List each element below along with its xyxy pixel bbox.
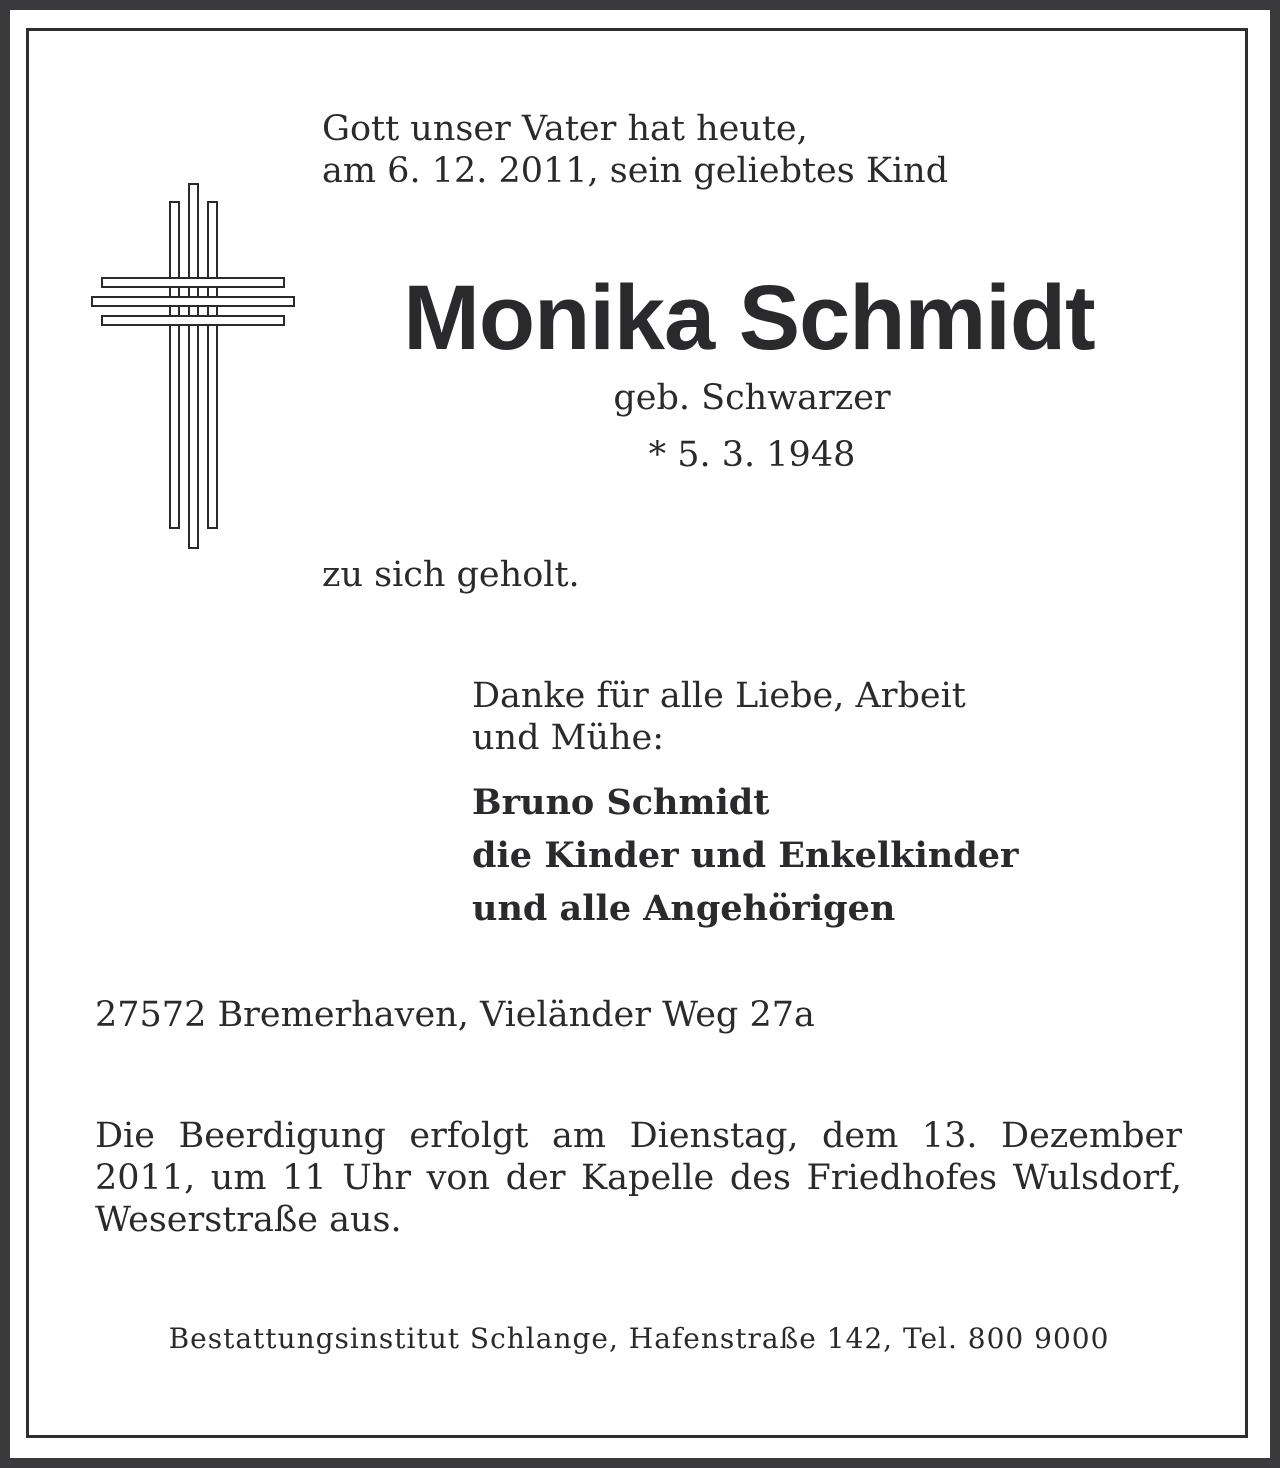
funeral-info: Die Beerdigung erfolgt am Dienstag, dem 13. Dezember 2011, um 11 Uhr von der Kapelle des Friedhofes Wulsdorf, Weserstraße aus. xyxy=(95,1116,1182,1240)
mourner-name: und alle Angehörigen xyxy=(472,888,896,929)
obituary-notice xyxy=(10,10,1270,1458)
mourner-name: die Kinder und Enkelkinder xyxy=(472,835,1019,876)
taken-home-text: zu sich geholt. xyxy=(322,555,580,595)
family-address: 27572 Bremerhaven, Vieländer Weg 27a xyxy=(95,995,815,1035)
undertaker-info: Bestattungsinstitut Schlange, Hafenstraße 142, Tel. 800 9000 xyxy=(168,1322,1110,1355)
thanks-text xyxy=(472,675,966,759)
thanks-line-1: Danke für alle Liebe, Arbeit xyxy=(472,676,966,716)
mourner-name: Bruno Schmidt xyxy=(472,782,770,823)
maiden-name: geb. Schwarzer xyxy=(613,378,891,418)
thanks-line-2: und Mühe: xyxy=(472,718,665,758)
mourners-list xyxy=(472,776,1018,935)
birth-date: * 5. 3. 1948 xyxy=(648,435,856,475)
intro-line-2: am 6. 12. 2011, sein geliebtes Kind xyxy=(322,151,949,191)
intro-line-1: Gott unser Vater hat heute, xyxy=(322,109,808,149)
intro-text xyxy=(322,108,948,192)
deceased-name: Monika Schmidt xyxy=(403,267,1095,369)
